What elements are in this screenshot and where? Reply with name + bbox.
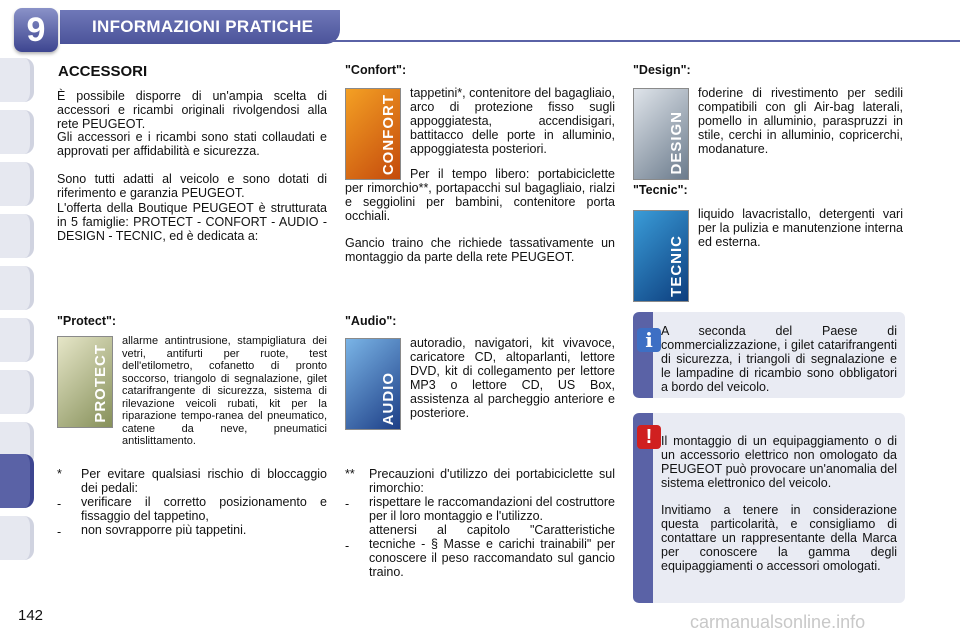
footnote-pedals <box>57 467 327 537</box>
footnote-mark: - <box>57 497 62 511</box>
footnote-mark: ** <box>345 467 355 481</box>
chapter-tab-2[interactable] <box>0 110 34 154</box>
confort-heading: "Confort": <box>345 63 407 77</box>
chapter-tab-5[interactable] <box>0 266 34 310</box>
protect-heading: "Protect": <box>57 314 117 328</box>
chapter-tab-9-active[interactable] <box>0 454 34 508</box>
footnote-item: non sovrapporre più tappetini. <box>81 523 247 537</box>
design-heading: "Design": <box>633 63 691 77</box>
page-number: 142 <box>18 607 44 624</box>
intro-paragraph-3: Sono tutti adatti al veicolo e sono dotati di riferimento e garanzia PEUGEOT. <box>57 172 327 200</box>
chapter-tab-6[interactable] <box>0 318 34 362</box>
tecnic-heading: "Tecnic": <box>633 183 688 197</box>
warning-box-text-1: Il montaggio di un equipaggiamento o di un accessorio elettrico non omologato da PEUGEOT può provocare un'anomalia del sistema elettronico del veicolo. <box>661 434 897 490</box>
intro-paragraph-1: È possibile disporre di un'ampia scelta di accessori e ricambi originali rivolgendosi alla rete PEUGEOT. <box>57 89 327 131</box>
footnote-item: attenersi al capitolo "Caratteristiche tecniche - § Masse e carichi trainabili" per conoscere il peso raccomandato sul gancio traino. <box>369 523 615 579</box>
watermark: carmanualsonline.info <box>690 612 866 632</box>
design-image <box>633 88 689 180</box>
tecnic-image <box>633 210 689 302</box>
protect-image-label: PROTECT <box>92 344 109 423</box>
footnote-item: Precauzioni d'utilizzo dei portabiciclette sul rimorchio: <box>369 467 615 495</box>
footnote-mark: - <box>345 497 350 511</box>
audio-heading: "Audio": <box>345 314 397 328</box>
design-image-label: DESIGN <box>668 111 685 175</box>
chapter-tab-1[interactable] <box>0 58 34 102</box>
footnote-mark: - <box>345 539 350 553</box>
tecnic-image-label: TECNIC <box>668 235 685 297</box>
header-rule <box>330 40 960 42</box>
audio-image-label: AUDIO <box>380 371 397 425</box>
warning-box-text-2: Invitiamo a tenere in considerazione questa particolarità, e consigliamo di contattare un rappresentante della Marca per conoscere la gamma degli equipaggiamenti o accessori omologati. <box>661 503 897 573</box>
section-title: ACCESSORI <box>58 63 148 80</box>
chapter-tab-4[interactable] <box>0 214 34 258</box>
confort-text-1: tappetini*, contenitore del bagagliaio, arco di protezione fisso sugli appoggiatesta, accendisigari, battitacco delle porte in alluminio, appoggiatesta posteriori. <box>410 86 616 156</box>
chapter-badge: 9 <box>14 8 58 52</box>
confort-image-label: CONFORT <box>380 93 397 175</box>
warning-icon: ! <box>637 425 661 449</box>
chapter-tab-3[interactable] <box>0 162 34 206</box>
warning-box <box>633 413 905 603</box>
footnote-item: rispettare le raccomandazioni del costruttore per il loro montaggio e l'utilizzo. <box>369 495 615 523</box>
footnote-item: verificare il corretto posizionamento e fissaggio del tappetino, <box>81 495 327 523</box>
footnote-bike-rack <box>345 467 615 579</box>
confort-text-2: Per il tempo libero: portabiciclette per rimorchio**, portapacchi sul bagagliaio, rialzi e seggiolini per bambini, contenitore porta occhiali. <box>345 167 615 223</box>
audio-image <box>345 338 401 430</box>
info-box-text: A seconda del Paese di commercializzazione, i gilet catarifrangenti di sicurezza, i triangoli di segnalazione e le lampadine di ricambio sono obbligatori a bordo del veicolo. <box>661 324 897 394</box>
protect-image <box>57 336 113 428</box>
footnote-item: Per evitare qualsiasi rischio di bloccaggio dei pedali: <box>81 467 327 495</box>
intro-paragraph-4: L'offerta della Boutique PEUGEOT è strutturata in 5 famiglie: PROTECT - CONFORT - AUDIO - DESIGN - TECNIC, ed è dedicata a: <box>57 201 327 243</box>
chapter-tab-7[interactable] <box>0 370 34 414</box>
footnote-mark: * <box>57 467 62 481</box>
info-box <box>633 312 905 398</box>
design-text: foderine di rivestimento per sedili compatibili con gli Air-bag laterali, pomello in alluminio, paraspruzzi in stile, cerchi in alluminio, copricerchi, modanature. <box>698 86 903 156</box>
page-title: INFORMAZIONI PRATICHE <box>92 17 314 36</box>
confort-text-3: Gancio traino che richiede tassativamente un montaggio da parte della rete PEUGEOT. <box>345 236 615 264</box>
audio-text: autoradio, navigatori, kit vivavoce, caricatore CD, altoparlanti, lettore DVD, kit di collegamento per lettore MP3 o lettore CD, US Box, assistenza al parcheggio anteriore e posteriore. <box>410 336 615 420</box>
intro-paragraph-2: Gli accessori e i ricambi sono stati collaudati e approvati per affidabilità e sicurezza. <box>57 130 327 158</box>
tecnic-text: liquido lavacristallo, detergenti vari per la pulizia e manutenzione interna ed esterna. <box>698 207 903 249</box>
chapter-tab-10[interactable] <box>0 516 34 560</box>
info-box-stripe <box>633 312 653 398</box>
info-icon: i <box>637 328 661 352</box>
footnote-mark: - <box>57 525 62 539</box>
protect-text: allarme antintrusione, stampigliatura dei vetri, antifurti per ruote, test dell'etilometro, cofanetto di pronto soccorso, triangolo di segnalazione, gilet catarifrangente di sicurezza, sistema di rilevazione veicoli rubati, kit per la riparazione tempo-ranea del pneumatico, catene da neve, pneumatici antislittamento. <box>122 335 327 447</box>
